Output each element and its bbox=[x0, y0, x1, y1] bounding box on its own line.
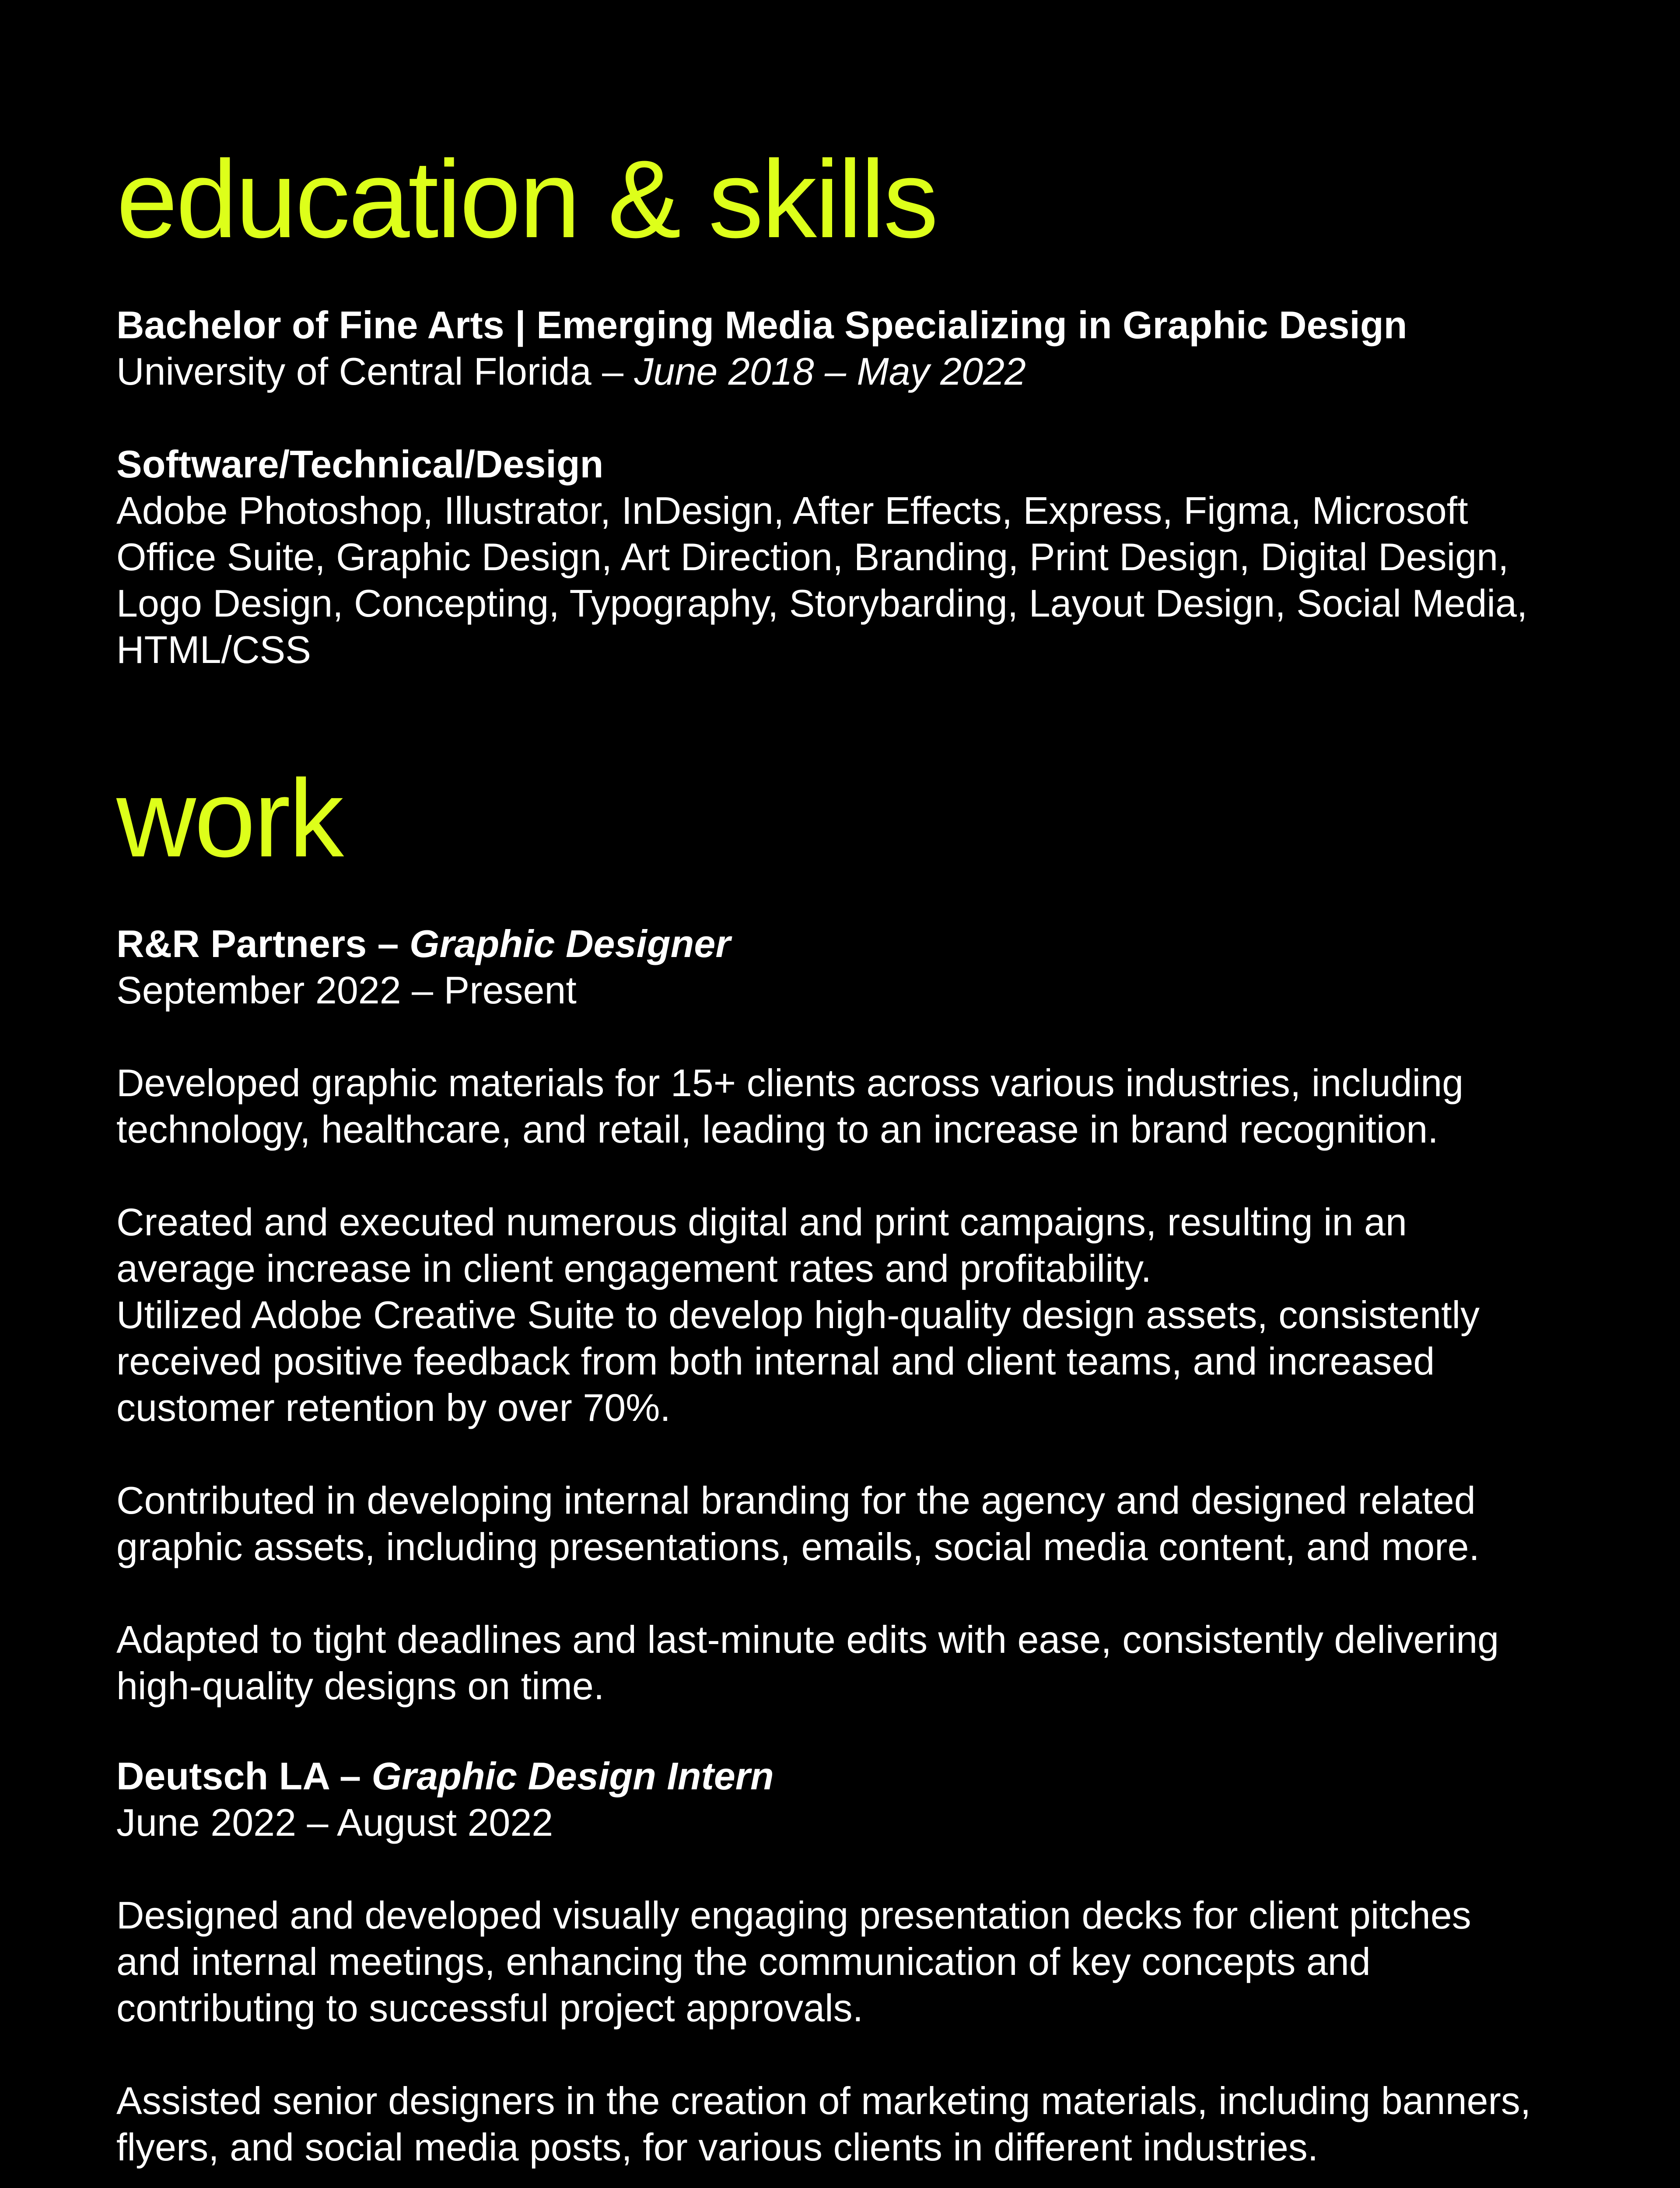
job-header-rr-partners bbox=[116, 921, 1595, 1013]
paragraph-line: Developed graphic materials for 15+ clients across various industries, including bbox=[116, 1061, 1464, 1105]
job-dates: June 2022 – August 2022 bbox=[116, 1801, 553, 1844]
skills-line: Logo Design, Concepting, Typography, Storybarding, Layout Design, Social Media, bbox=[116, 582, 1528, 625]
paragraph-line: technology, healthcare, and retail, leading to an increase in brand recognition. bbox=[116, 1108, 1438, 1151]
paragraph-line: Contributed in developing internal branding for the agency and designed related bbox=[116, 1479, 1476, 1522]
job-header-deutsch-la bbox=[116, 1753, 1595, 1846]
degree-school-line bbox=[116, 348, 1595, 395]
company-name: Deutsch LA – bbox=[116, 1754, 372, 1798]
paragraph-line: received positive feedback from both internal and client teams, and increased bbox=[116, 1339, 1435, 1383]
paragraph-line: customer retention by over 70%. bbox=[116, 1386, 671, 1429]
paragraph-line: Adapted to tight deadlines and last-minute edits with ease, consistently delivering bbox=[116, 1618, 1499, 1661]
paragraph-line: Designed and developed visually engaging presentation decks for client pitches bbox=[116, 1893, 1471, 1937]
job-paragraph bbox=[116, 1199, 1595, 1431]
paragraph-line: Created and executed numerous digital and print campaigns, resulting in an bbox=[116, 1200, 1407, 1244]
degree-section bbox=[116, 302, 1595, 395]
paragraph-line: and internal meetings, enhancing the communication of key concepts and bbox=[116, 1940, 1371, 1983]
skills-line: HTML/CSS bbox=[116, 628, 311, 671]
job-paragraph bbox=[116, 1892, 1595, 2031]
job-title-line bbox=[116, 1753, 1595, 1799]
job-paragraph bbox=[116, 2078, 1595, 2170]
skills-line: Adobe Photoshop, Illustrator, InDesign, After Effects, Express, Figma, Microsoft bbox=[116, 489, 1468, 532]
job-paragraph bbox=[116, 1616, 1595, 1709]
job-dates: September 2022 – Present bbox=[116, 968, 577, 1012]
degree-dates: June 2018 – May 2022 bbox=[634, 350, 1026, 393]
paragraph-line: flyers, and social media posts, for various clients in different industries. bbox=[116, 2125, 1319, 2169]
company-name: R&R Partners – bbox=[116, 922, 410, 965]
job-role: Graphic Designer bbox=[410, 922, 731, 965]
degree-title: Bachelor of Fine Arts | Emerging Media Specializing in Graphic Design bbox=[116, 303, 1407, 347]
paragraph-line: graphic assets, including presentations, emails, social media content, and more. bbox=[116, 1525, 1480, 1568]
paragraph-line: contributing to successful project approvals. bbox=[116, 1986, 864, 2030]
job-paragraph bbox=[116, 1477, 1595, 1570]
skills-title: Software/Technical/Design bbox=[116, 442, 604, 486]
job-title-line bbox=[116, 921, 1595, 967]
paragraph-line: average increase in client engagement rates and profitability. bbox=[116, 1247, 1152, 1290]
paragraph-line: Assisted senior designers in the creation of marketing materials, including banners, bbox=[116, 2079, 1531, 2122]
work-heading: work bbox=[116, 757, 343, 880]
paragraph-line: Utilized Adobe Creative Suite to develop high-quality design assets, consistently bbox=[116, 1293, 1480, 1336]
skills-line: Office Suite, Graphic Design, Art Direction, Branding, Print Design, Digital Design, bbox=[116, 535, 1509, 579]
education-heading: education & skills bbox=[116, 138, 937, 261]
skills-section bbox=[116, 441, 1595, 673]
school-name: University of Central Florida – bbox=[116, 350, 634, 393]
job-role: Graphic Design Intern bbox=[371, 1754, 774, 1798]
paragraph-line: high-quality designs on time. bbox=[116, 1664, 605, 1708]
job-paragraph bbox=[116, 1060, 1595, 1153]
